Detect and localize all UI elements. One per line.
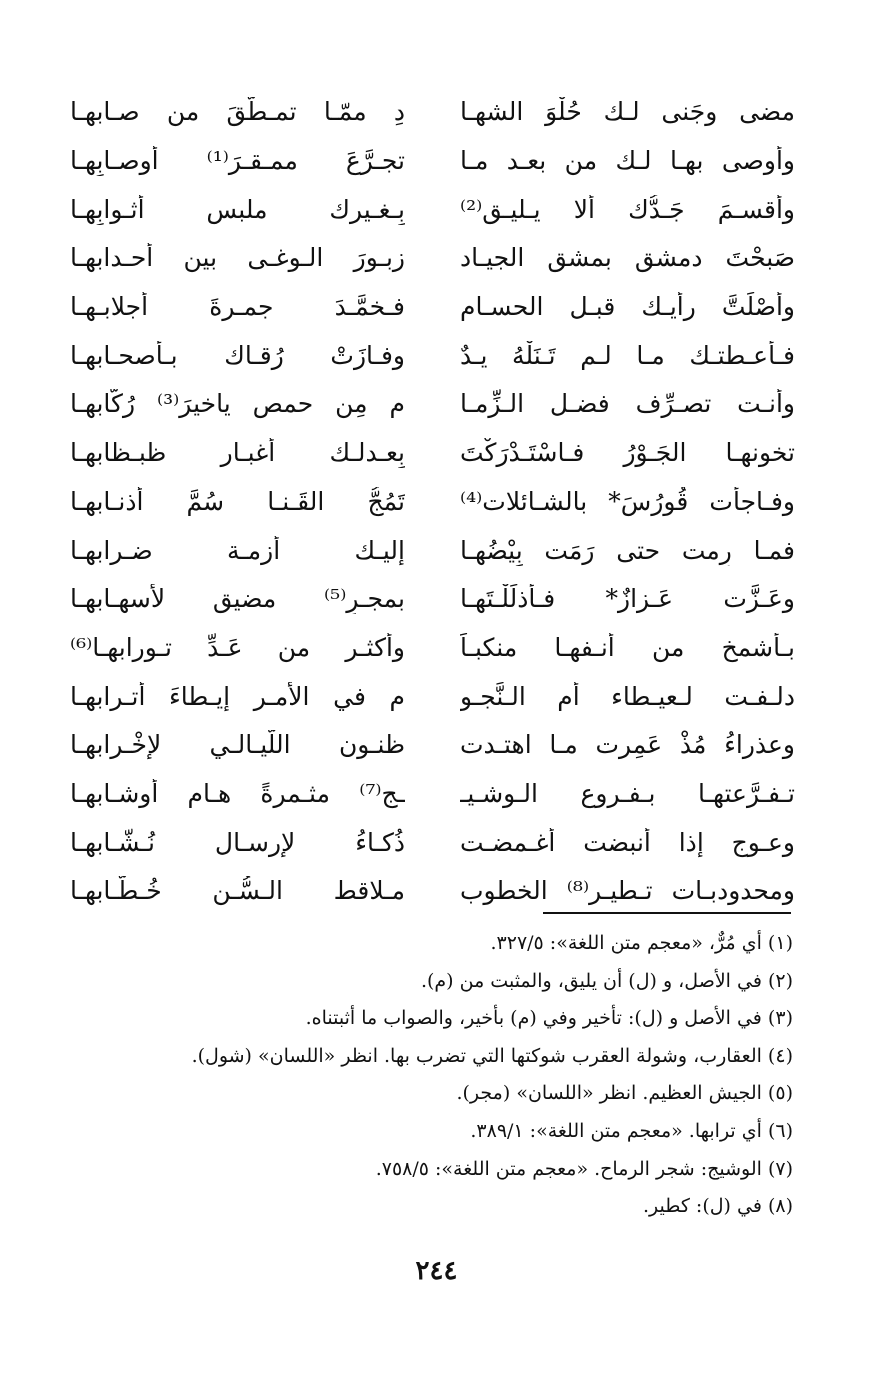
first-hemistich: وفـاجأت قُورُسَ* بالشـائلات⁽⁴⁾ bbox=[460, 486, 795, 516]
second-hemistich: فـخمَّـدَ جمـرةَ أجلابـهـا bbox=[70, 292, 405, 322]
first-hemistich: وأنـت تصـرِّف فضـل الـزِّمـا bbox=[460, 389, 795, 419]
verse-1 bbox=[70, 88, 795, 137]
verse-10 bbox=[70, 526, 795, 575]
footnote-8: (٨) في (ل): كطير. bbox=[642, 1195, 793, 1218]
verse-14 bbox=[70, 721, 795, 770]
second-hemistich: وفـازَتْ رُقـاك بـأصحـابهـا bbox=[70, 340, 405, 370]
first-hemistich: وأوصى بهـا لـك من بعـد مـا bbox=[460, 146, 795, 176]
footnote-2: (٢) في الأصل، و (ل) أن يليق، والمثبت من (م). bbox=[420, 969, 793, 992]
second-hemistich: زبـورَ الـوغـى بين أحـدابهـا bbox=[70, 243, 405, 273]
first-hemistich: ومحدودبـات تـطيـر⁽⁸⁾ الخطوب bbox=[460, 876, 795, 906]
second-hemistich: بِعـدلـك أغبـار ظبـظابهـا bbox=[70, 438, 405, 468]
footnote-3: (٣) في الأصل و (ل): تأخير وفي (م) بأخير، والصواب ما أثبتناه. bbox=[305, 1007, 793, 1030]
second-hemistich: تَمُجُّ القَـنـا سُمَّ أذنـابهـا bbox=[70, 486, 405, 516]
verse-15 bbox=[70, 770, 795, 819]
second-hemistich: وأكثـر من عَـدِّ تـورابهـا⁽⁶⁾ bbox=[70, 632, 405, 662]
second-hemistich: ظنـون اللَّيـالـي لإخْـرابهـا bbox=[70, 730, 405, 760]
verse-4 bbox=[70, 234, 795, 283]
first-hemistich: صَبحْتَ دمشق بمشقِ الجيـاد bbox=[460, 243, 795, 273]
second-hemistich: إليـك أزمـة ضـرابهـا bbox=[70, 535, 405, 565]
first-hemistich: بـأشمخ من أنـفهـا منكبـاً bbox=[460, 632, 795, 662]
second-hemistich: بِـغـيرك ملبس أثـوابِهـا bbox=[70, 194, 405, 224]
first-hemistich: فمـا رِمت حتى رَمَت بِيْضُهـا bbox=[460, 535, 795, 565]
verse-8 bbox=[70, 429, 795, 478]
verse-12 bbox=[70, 624, 795, 673]
first-hemistich: وعـوجٍ إذا أنبضت أغـمضـت bbox=[460, 827, 795, 857]
first-hemistich: فـأعـطتـك مـا لـم تَـنَلْهُ يـدٌ bbox=[460, 340, 795, 370]
first-hemistich: تـفـرَّعتهـا بـفـروع الـوشـيـ bbox=[460, 778, 795, 808]
second-hemistich: م في الأمـر إيـطاءَ أتـرابهـا bbox=[70, 681, 405, 711]
first-hemistich: تخونهـا الجَـوْرُ فـاسْتَـدْرَكْتَ bbox=[460, 438, 795, 468]
first-hemistich: مضى وجَنى لـك حُلْوَ الشهـا bbox=[460, 97, 795, 127]
first-hemistich: دلـفـت لـعيـطاء أم الـنَّجـو bbox=[460, 681, 795, 711]
first-hemistich: وعَـزَّت عَـزازٌ* فـأذلَلْـتَهـا bbox=[460, 584, 795, 614]
footnote-7: (٧) الوشيج: شجر الرماح. «معجم متن اللغة»: ٧٥٨/٥. bbox=[375, 1157, 793, 1180]
footnote-5: (٥) الجيش العظيم. انظر «اللسان» (مجر). bbox=[456, 1082, 793, 1105]
verse-2 bbox=[70, 137, 795, 186]
verse-13 bbox=[70, 672, 795, 721]
poem bbox=[70, 88, 795, 916]
footnotes bbox=[73, 925, 793, 1226]
verse-5 bbox=[70, 283, 795, 332]
second-hemistich: ـج⁽⁷⁾ مثـمرةً هـام أوشـابهـا bbox=[70, 778, 405, 808]
first-hemistich: وأَصْلَتَّ رأيـك قبـل الحسـام bbox=[460, 292, 795, 322]
verse-3 bbox=[70, 185, 795, 234]
verse-16 bbox=[70, 818, 795, 867]
second-hemistich: مـلاقط الـسُّـنِ خُـطّـابهـا bbox=[70, 876, 405, 906]
page-number: ٢٤٤ bbox=[415, 1256, 458, 1286]
verse-11 bbox=[70, 575, 795, 624]
footnote-6: (٦) أي ترابها. «معجم متن اللغة»: ٣٨٩/١. bbox=[470, 1119, 793, 1142]
verse-17 bbox=[70, 867, 795, 916]
verse-6 bbox=[70, 331, 795, 380]
first-hemistich: وأقسـمَ جَـدُّك ألا يـليـق⁽²⁾ bbox=[460, 194, 795, 224]
second-hemistich: بمجـرٍ⁽⁵⁾ مضيقٍ لأسهـابهـا bbox=[70, 584, 405, 614]
second-hemistich: دِ ممّـا تمـطَّقَ من صـابهـا bbox=[70, 97, 405, 127]
footnote-divider bbox=[543, 912, 791, 914]
verse-7 bbox=[70, 380, 795, 429]
footnote-4: (٤) العقارب، وشولة العقرب شوكتها التي تضرب بها. انظر «اللسان» (شول). bbox=[191, 1044, 793, 1067]
verse-9 bbox=[70, 478, 795, 527]
footnote-1: (١) أي مُرٌّ، «معجم متن اللغة»: ٣٢٧/٥. bbox=[490, 932, 793, 954]
second-hemistich: م مِن حمص ياخيرَ⁽³⁾ رُكَّابهـا bbox=[70, 389, 405, 419]
second-hemistich: ذُكـاءُ لإرسـال نُـشّـابهـا bbox=[70, 827, 405, 857]
first-hemistich: وعذراءُ مُذْ عَمِرت مـا اهتـدت bbox=[460, 730, 795, 760]
second-hemistich: تجـرَّعَ ممـقـرَ⁽¹⁾ أوصـابِهـا bbox=[70, 146, 405, 176]
